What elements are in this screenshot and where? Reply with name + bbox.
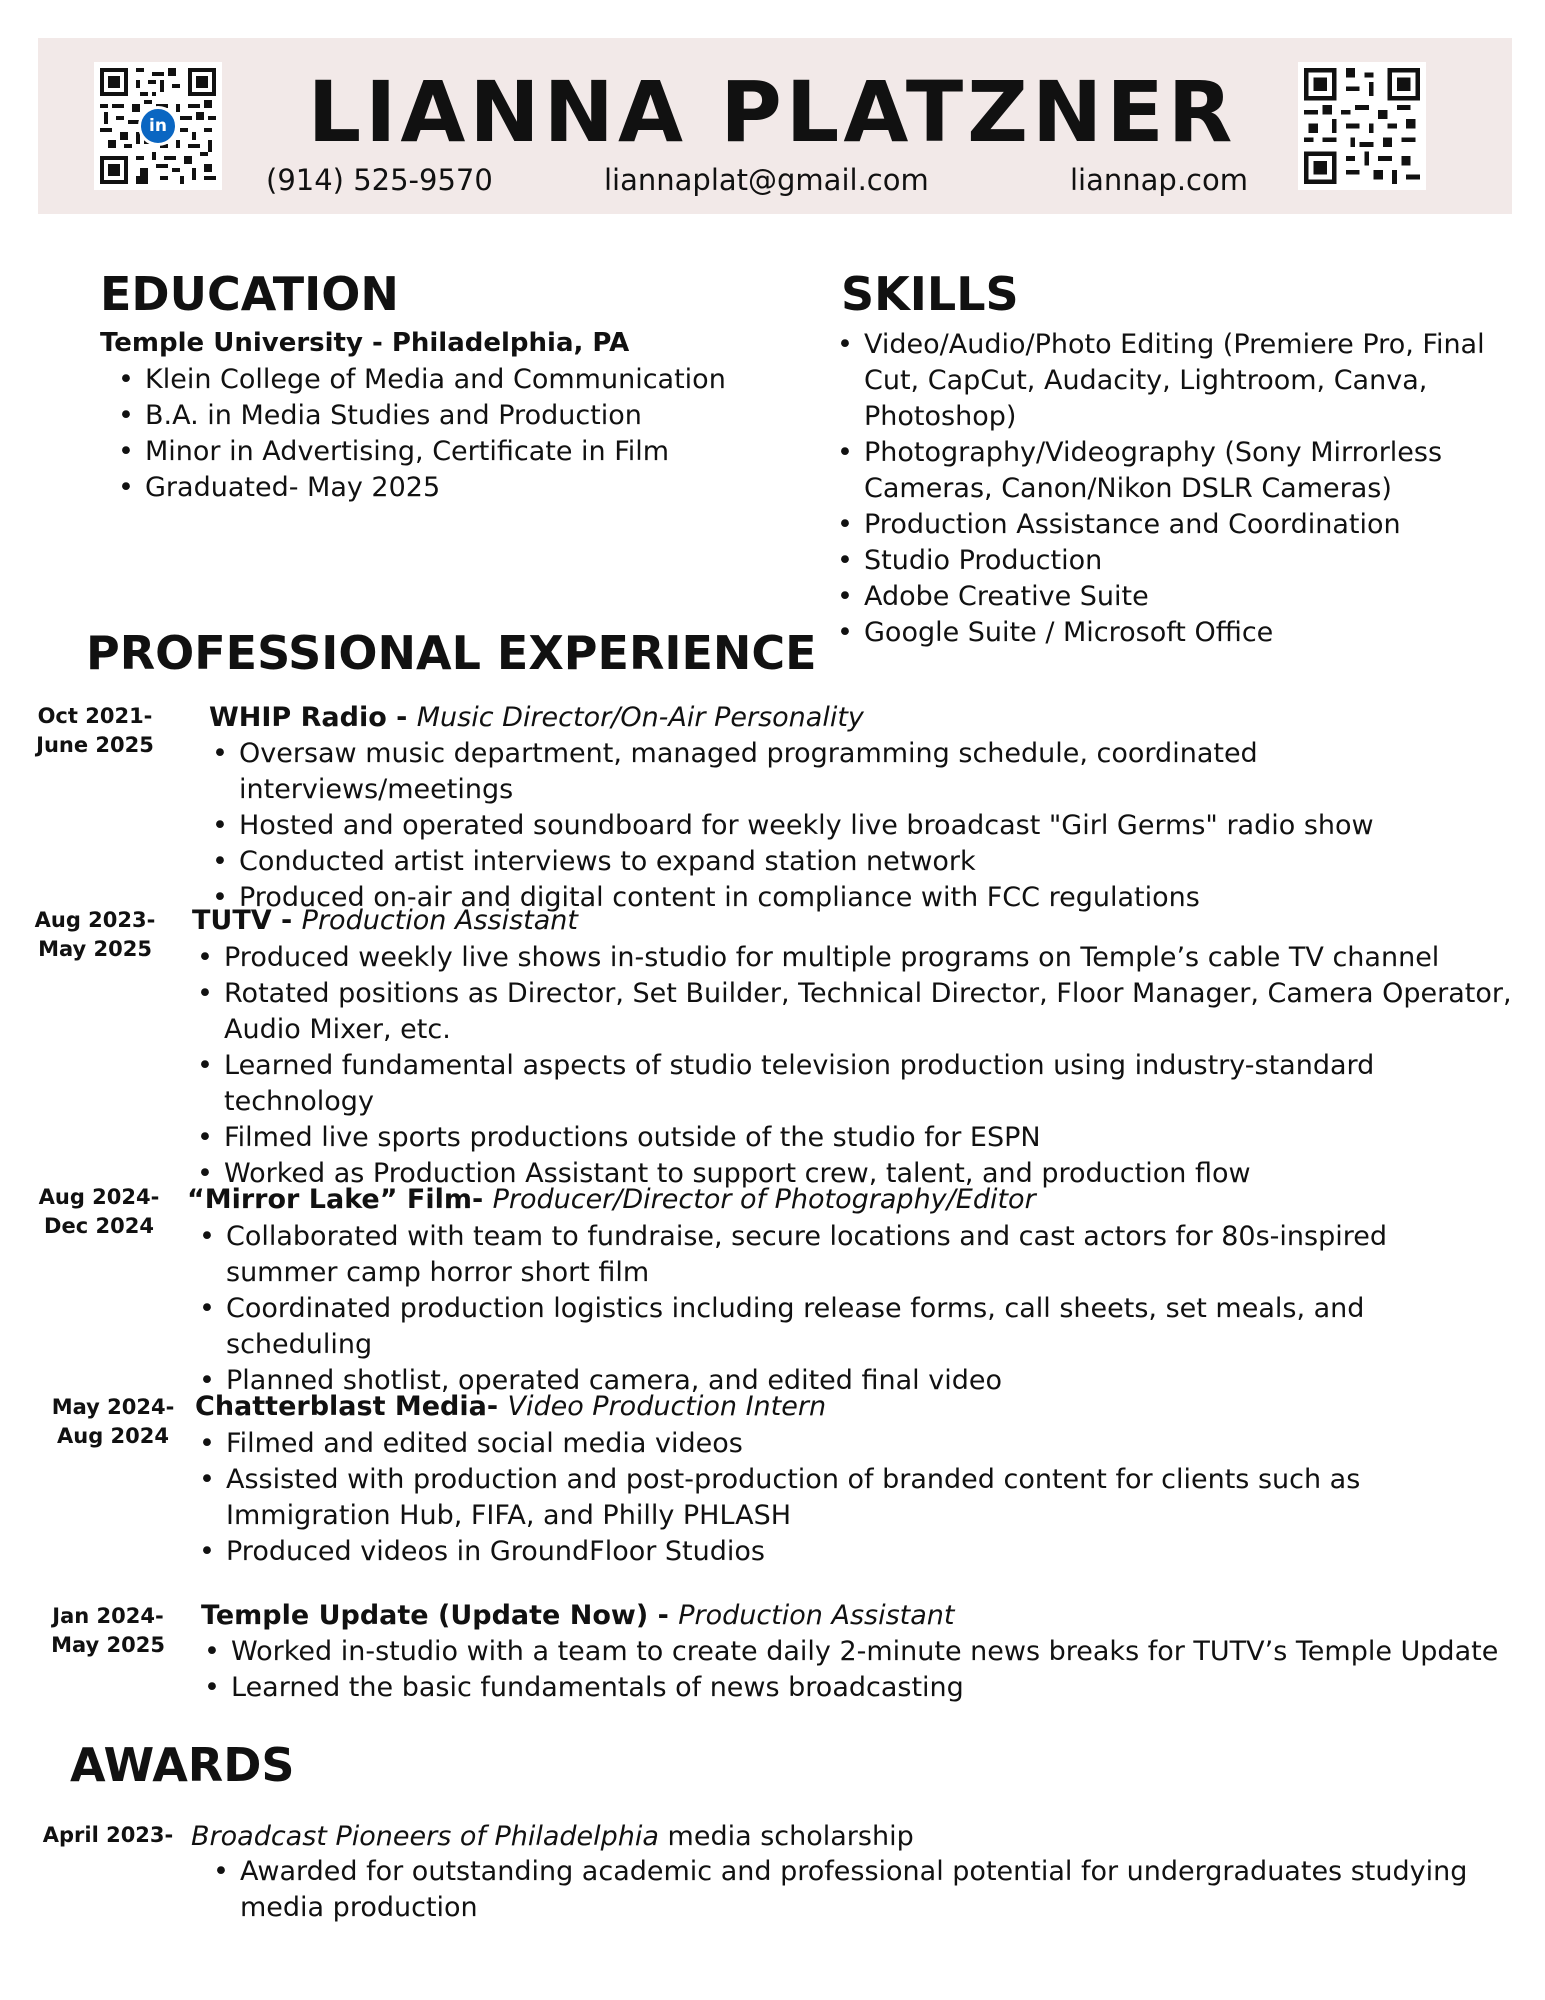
awards-heading: AWARDS — [70, 1738, 295, 1792]
job-bullet: • Learned fundamental aspects of studio television production using industry-standard technology — [191, 1048, 1526, 1120]
job-title: Production Assistant — [678, 1600, 955, 1631]
job-bullets — [206, 736, 1526, 916]
job-bullet: • Learned the basic fundamentals of news broadcasting — [198, 1670, 1518, 1706]
job-bullet: • Produced weekly live shows in-studio for multiple programs on Temple’s cable TV channel — [191, 940, 1526, 976]
job-bullet: • Conducted artist interviews to expand station network — [206, 844, 1526, 880]
award-title: Broadcast Pioneers of Philadelphia — [191, 1821, 659, 1852]
job-date-end: Dec 2024 — [44, 1214, 154, 1238]
award-suffix: media scholarship — [658, 1821, 914, 1852]
skills-list — [831, 327, 1521, 651]
job-date — [20, 906, 170, 964]
job-bullet: • Assisted with production and post-production of branded content for clients such as Immigration Hub, FIFA, and Philly PHLASH — [193, 1462, 1528, 1534]
job-title: Production Assistant — [301, 905, 578, 936]
education-heading: EDUCATION — [100, 267, 399, 321]
job-date-end: May 2025 — [51, 1633, 165, 1657]
school-name: Temple University - Philadelphia, PA — [100, 328, 630, 358]
job-title: Music Director/On-Air Personality — [416, 702, 864, 733]
job-bullet: • Filmed and edited social media videos — [193, 1426, 1528, 1462]
job-date-start: Aug 2024- — [38, 1185, 160, 1209]
job-date-end: May 2025 — [38, 937, 152, 961]
qr-code-icon — [1304, 68, 1420, 184]
job-date — [24, 1183, 174, 1241]
job-heading — [201, 1598, 955, 1634]
job-bullets — [193, 1426, 1528, 1570]
job-bullet: • Produced videos in GroundFloor Studios — [193, 1534, 1528, 1570]
job-organization: WHIP Radio - — [209, 702, 417, 733]
job-date-end: June 2025 — [36, 733, 154, 757]
job-title: Video Production Intern — [507, 1391, 827, 1422]
education-list — [112, 362, 752, 506]
skill-item: • Google Suite / Microsoft Office — [831, 615, 1521, 651]
website-qr-code[interactable] — [1298, 62, 1426, 190]
job-date-start: Aug 2023- — [34, 908, 156, 932]
education-item: • Graduated- May 2025 — [112, 470, 752, 506]
award-date: April 2023- — [42, 1823, 174, 1847]
skills-heading: SKILLS — [841, 267, 1019, 321]
award-heading — [191, 1819, 914, 1855]
website-link[interactable]: liannap.com — [1070, 163, 1248, 197]
job-bullet: • Collaborated with team to fundraise, secure locations and cast actors for 80s-inspired summer camp horror short film — [193, 1219, 1503, 1291]
phone-number[interactable]: (914) 525-9570 — [266, 163, 493, 197]
job-date-start: May 2024- — [51, 1395, 175, 1419]
skill-item: • Video/Audio/Photo Editing (Premiere Pro, Final Cut, CapCut, Audacity, Lightroom, Canva, Photoshop) — [831, 327, 1521, 435]
job-bullet: • Produced on-air and digital content in compliance with FCC regulations — [206, 880, 1526, 916]
job-bullets — [193, 1219, 1503, 1399]
job-bullet: • Worked in-studio with a team to create daily 2-minute news breaks for TUTV’s Temple Update — [198, 1634, 1518, 1670]
job-title: Producer/Director of Photography/Editor — [492, 1184, 1036, 1215]
job-heading — [209, 700, 864, 736]
job-bullet: • Hosted and operated soundboard for weekly live broadcast "Girl Germs" radio show — [206, 808, 1526, 844]
job-bullet: • Rotated positions as Director, Set Builder, Technical Director, Floor Manager, Camera Operator, Audio Mixer, etc. — [191, 976, 1526, 1048]
job-organization: TUTV - — [192, 905, 302, 936]
skill-item: • Studio Production — [831, 543, 1521, 579]
email-link[interactable]: liannaplat@gmail.com — [604, 163, 929, 197]
job-bullet: • Planned shotlist, operated camera, and edited final video — [193, 1363, 1503, 1399]
award-bullet: • Awarded for outstanding academic and professional potential for undergraduates studying media production — [207, 1854, 1477, 1926]
job-heading — [187, 1182, 1036, 1218]
job-date — [38, 1393, 188, 1451]
experience-heading: PROFESSIONAL EXPERIENCE — [86, 626, 817, 680]
job-organization: “Mirror Lake” Film- — [187, 1184, 493, 1215]
job-bullet: • Oversaw music department, managed programming schedule, coordinated interviews/meetings — [206, 736, 1526, 808]
skill-item: • Photography/Videography (Sony Mirrorless Cameras, Canon/Nikon DSLR Cameras) — [831, 435, 1521, 507]
education-item: • Minor in Advertising, Certificate in Film — [112, 434, 752, 470]
job-date-start: Oct 2021- — [37, 704, 153, 728]
linkedin-qr-code[interactable] — [94, 62, 222, 190]
job-bullets — [198, 1634, 1518, 1706]
job-bullets — [191, 940, 1526, 1192]
job-date-start: Jan 2024- — [52, 1604, 164, 1628]
job-bullet: • Coordinated production logistics including release forms, call sheets, set meals, and scheduling — [193, 1291, 1503, 1363]
job-date-end: Aug 2024 — [57, 1424, 169, 1448]
job-date — [33, 1602, 183, 1660]
skill-item: • Adobe Creative Suite — [831, 579, 1521, 615]
job-heading — [192, 903, 578, 939]
education-item: • Klein College of Media and Communication — [112, 362, 752, 398]
linkedin-icon: in — [138, 106, 178, 146]
job-heading — [195, 1389, 826, 1425]
job-date — [20, 702, 170, 760]
award-bullets — [207, 1854, 1477, 1926]
candidate-name: LIANNA PLATZNER — [307, 63, 1237, 161]
job-bullet: • Filmed live sports productions outside of the studio for ESPN — [191, 1120, 1526, 1156]
education-item: • B.A. in Media Studies and Production — [112, 398, 752, 434]
job-organization: Temple Update (Update Now) - — [201, 1600, 679, 1631]
job-organization: Chatterblast Media- — [195, 1391, 508, 1422]
skill-item: • Production Assistance and Coordination — [831, 507, 1521, 543]
job-bullet: • Worked as Production Assistant to support crew, talent, and production flow — [191, 1156, 1526, 1192]
